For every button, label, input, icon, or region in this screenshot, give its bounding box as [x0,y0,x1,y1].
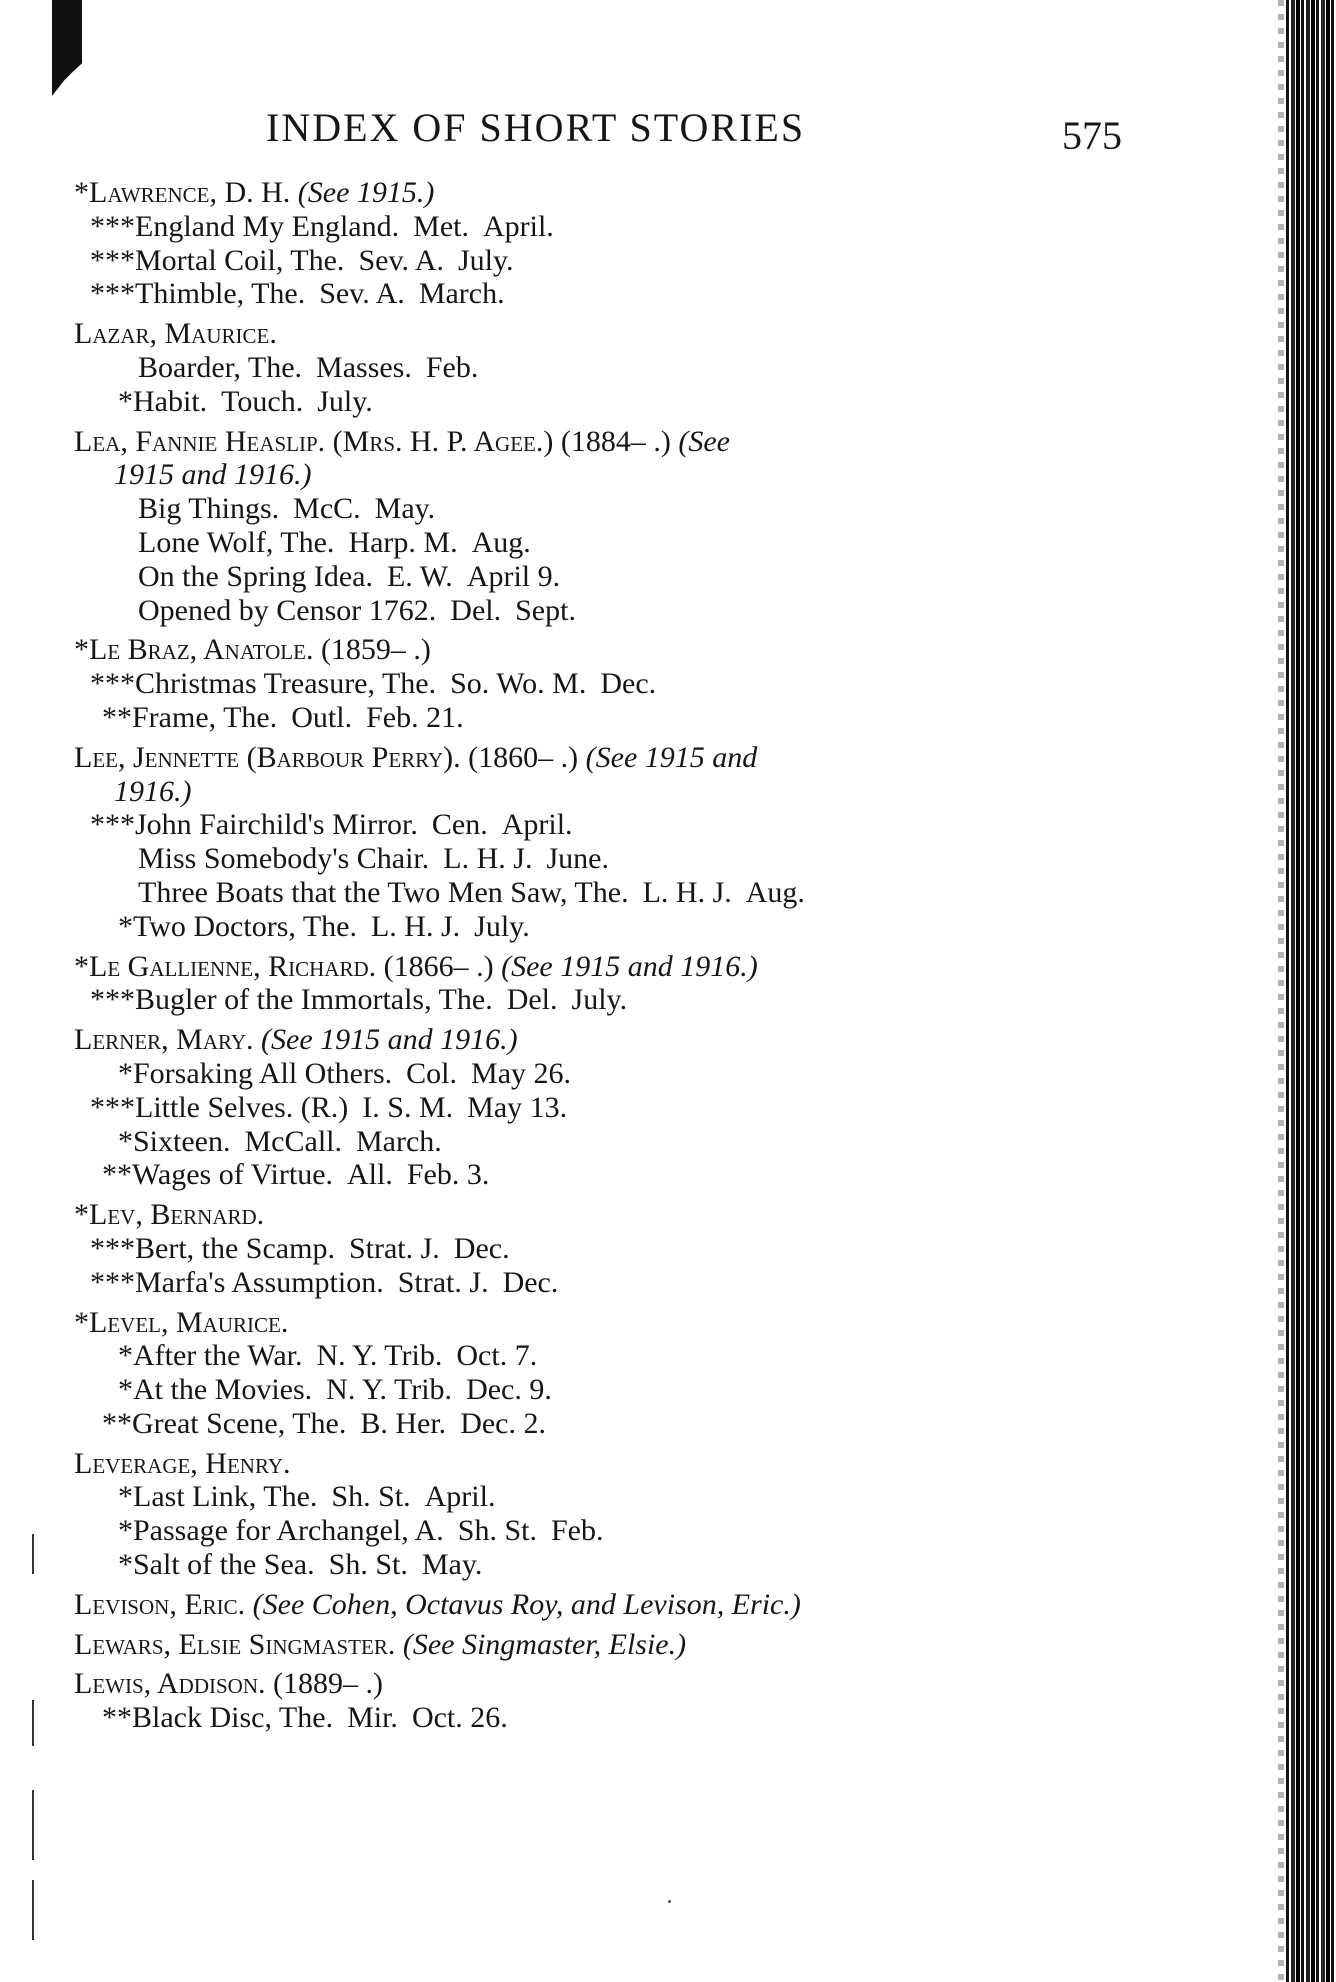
story-entry [74,808,1134,842]
magazine-abbrev: Cen. [431,808,488,842]
star-rating: *** [90,277,135,311]
story-entry [74,1701,1134,1735]
entry-author-line [74,633,1134,667]
issue-date: Aug. [471,525,531,559]
magazine-abbrev: McC. [293,492,361,526]
magazine-abbrev: Col. [406,1056,458,1090]
issue-date: July. [458,243,514,277]
issue-date: Feb. [425,350,479,384]
star-rating: ** [102,1701,132,1735]
story-title: Sixteen. [133,1124,231,1158]
issue-date: March. [418,277,505,311]
star-rating: * [118,909,133,943]
stray-dot [668,1900,671,1903]
story-title: Forsaking All Others. [133,1056,393,1090]
story-title: England My England. [135,209,400,243]
see-also-note-continued: 1915 and 1916.) [114,458,312,492]
index-entry [74,1023,1134,1192]
page-header [0,98,1220,158]
issue-date: Dec. 9. [466,1373,552,1407]
story-entry [74,983,1134,1017]
index-entry [74,176,1134,311]
story-title: Passage for Archangel, A. [133,1514,444,1548]
story-title: Big Things. [138,492,280,526]
magazine-abbrev: I. S. M. [362,1090,454,1124]
margin-mark [32,1534,34,1574]
story-title: Habit. [133,384,208,418]
magazine-abbrev: L. H. J. [443,842,533,876]
magazine-abbrev: Harp. M. [348,525,458,559]
entry-author-line [74,1667,1134,1701]
entry-author-line [74,176,1134,210]
story-title: Black Disc, The. [132,1701,334,1735]
entry-author-line [74,1023,1134,1057]
issue-date: Feb. [550,1514,604,1548]
issue-date: May 13. [467,1090,568,1124]
story-entry [74,594,1134,628]
star-rating: *** [90,983,135,1017]
story-title: Frame, The. [132,700,278,734]
issue-date: Sept. [515,593,576,627]
magazine-abbrev: N. Y. Trib. [316,1339,443,1373]
story-entry [74,1339,1134,1373]
index-entry [74,317,1134,418]
story-entry [74,1514,1134,1548]
story-entry [74,910,1134,944]
magazine-abbrev: Met. [413,209,469,243]
entry-author-line [74,1306,1134,1340]
author-name: Leverage, Henry. [74,1446,291,1480]
star-rating: *** [90,243,135,277]
book-spine-edge [1278,0,1284,1982]
star-rating: ** [102,700,132,734]
issue-date: June. [546,842,609,876]
magazine-abbrev: L. H. J. [370,909,461,943]
story-title: Three Boats that the Two Men Saw, The. [138,875,629,909]
story-entry [74,492,1134,526]
story-entry [74,1266,1134,1300]
star-rating: *** [90,1231,135,1265]
author-name: Lea, Fannie Heaslip. (Mrs. H. P. Agee.) (1884– .) [74,424,671,458]
magazine-abbrev: Del. [506,983,558,1017]
issue-date: April. [501,808,573,842]
entry-author-line [74,317,1134,351]
story-title: Great Scene, The. [132,1406,347,1440]
magazine-abbrev: Sh. St. [457,1514,537,1548]
author-name: Lee, Jennette (Barbour Perry). (1860– .) [74,740,579,774]
issue-date: Dec. [453,1231,510,1265]
issue-date: May 26. [471,1056,572,1090]
see-also-note: (See Singmaster, Elsie.) [402,1627,687,1661]
story-entry [74,1480,1134,1514]
story-title: After the War. [133,1339,303,1373]
story-entry [74,842,1134,876]
story-entry [74,277,1134,311]
magazine-abbrev: E. W. [386,559,453,593]
story-entry [74,1232,1134,1266]
issue-date: May. [421,1548,483,1582]
story-entry [74,351,1134,385]
see-also-note-continued: 1916.) [114,774,192,808]
star-rating: * [118,1373,133,1407]
index-entry [74,950,1134,1018]
story-entry [74,1373,1134,1407]
story-title: Bert, the Scamp. [135,1231,335,1265]
story-entry [74,1125,1134,1159]
story-entry [74,1091,1134,1125]
see-also-note: (See 1915 and 1916.) [501,949,758,983]
star-rating: * [118,384,133,418]
author-name: Levison, Eric. [74,1587,246,1621]
see-also-note: (See [678,424,730,458]
magazine-abbrev: So. Wo. M. [450,667,587,701]
star-rating: *** [90,808,135,842]
story-title: Christmas Treasure, The. [135,667,437,701]
author-name: Lerner, Mary. [74,1023,254,1057]
scan-corner-mark [52,0,82,96]
magazine-abbrev: Sh. St. [331,1480,411,1514]
author-name: *Lawrence, D. H. [74,176,291,209]
issue-date: Feb. 3. [406,1158,490,1192]
magazine-abbrev: Sev. A. [358,243,444,277]
star-rating: ** [102,1406,132,1440]
story-entry [74,1407,1134,1441]
entry-author-line [74,1588,1134,1622]
star-rating: *** [90,1090,135,1124]
issue-date: May. [374,492,436,526]
index-entry [74,1628,1134,1662]
story-entry [74,1158,1134,1192]
star-rating: *** [90,1265,135,1299]
index-list [74,176,1134,1741]
star-rating: *** [90,209,135,243]
star-rating: * [118,1124,133,1158]
magazine-abbrev: McCall. [244,1124,342,1158]
index-entry [74,633,1134,734]
index-entry [74,1588,1134,1622]
see-also-note: (See 1915 and [585,740,758,774]
magazine-abbrev: Mir. [347,1701,398,1735]
magazine-abbrev: Touch. [221,384,304,418]
story-title: Boarder, The. [138,350,303,384]
story-entry [74,210,1134,244]
star-rating: * [118,1548,133,1582]
book-spine [1286,0,1336,1982]
story-title: Opened by Censor 1762. [138,593,437,627]
issue-date: Dec. [600,667,657,701]
issue-date: July. [571,983,628,1017]
issue-date: Dec. 2. [460,1406,546,1440]
issue-date: July. [474,909,530,943]
magazine-abbrev: Del. [450,593,502,627]
magazine-abbrev: Sev. A. [319,277,405,311]
issue-date: July. [317,384,373,418]
magazine-abbrev: Outl. [291,700,353,734]
issue-date: Oct. 26. [411,1701,508,1735]
story-title: Bugler of the Immortals, The. [135,983,493,1017]
entry-author-line [74,1447,1134,1481]
issue-date: Aug. [745,875,805,909]
magazine-abbrev: Sh. St. [328,1548,408,1582]
issue-date: Feb. 21. [366,700,464,734]
magazine-abbrev: L. H. J. [642,875,732,909]
story-entry [74,701,1134,735]
see-also-note: (See 1915 and 1916.) [261,1023,518,1057]
author-name: *Le Gallienne, Richard. (1866– .) [74,949,494,983]
index-entry [74,1667,1134,1735]
index-entry [74,425,1134,628]
magazine-abbrev: Masses. [316,350,412,384]
issue-date: April. [482,209,554,243]
page-title: INDEX OF SHORT STORIES [266,105,806,150]
issue-date: April. [424,1480,496,1514]
story-title: Wages of Virtue. [132,1158,334,1192]
index-entry [74,1306,1134,1441]
story-title: Mortal Coil, The. [135,243,345,277]
story-title: Two Doctors, The. [133,909,357,943]
story-title: Marfa's Assumption. [135,1265,384,1299]
story-entry [74,526,1134,560]
story-entry [74,385,1134,419]
star-rating: * [118,1480,133,1514]
story-entry [74,667,1134,701]
magazine-abbrev: N. Y. Trib. [326,1373,453,1407]
entry-author-line [74,741,1134,775]
story-title: Miss Somebody's Chair. [138,842,430,876]
magazine-abbrev: All. [347,1158,393,1192]
story-title: Lone Wolf, The. [138,525,335,559]
story-title: Thimble, The. [135,277,306,311]
story-title: On the Spring Idea. [138,559,373,593]
magazine-abbrev: B. Her. [360,1406,447,1440]
star-rating: * [118,1514,133,1548]
magazine-abbrev: Strat. J. [348,1231,440,1265]
issue-date: Oct. 7. [456,1339,538,1373]
entry-author-line [74,1628,1134,1662]
story-entry [74,876,1134,910]
margin-mark [32,1880,34,1940]
page-number: 575 [1062,113,1122,158]
story-title: John Fairchild's Mirror. [135,808,418,842]
index-entry [74,1447,1134,1582]
story-entry [74,1057,1134,1091]
index-entry [74,1198,1134,1299]
index-entry [74,741,1134,944]
star-rating: * [118,1339,133,1373]
story-entry [74,560,1134,594]
author-name: Lewars, Elsie Singmaster. [74,1627,396,1661]
entry-author-line [74,1198,1134,1232]
story-entry [74,1548,1134,1582]
star-rating: * [118,1056,133,1090]
story-title: Last Link, The. [133,1480,318,1514]
entry-author-line [74,425,1134,459]
see-also-note: (See Cohen, Octavus Roy, and Levison, Eric.) [252,1587,801,1621]
author-name: *Le Braz, Anatole. (1859– .) [74,633,431,667]
author-name: Lazar, Maurice. [74,317,277,351]
magazine-abbrev: Strat. J. [397,1265,489,1299]
margin-mark [32,1700,34,1746]
story-entry [74,244,1134,278]
margin-mark [32,1790,34,1860]
author-name: Lewis, Addison. (1889– .) [74,1667,383,1701]
author-name: *Level, Maurice. [74,1305,289,1339]
issue-date: Dec. [502,1265,559,1299]
issue-date: April 9. [466,559,561,593]
issue-date: March. [356,1124,442,1158]
entry-author-line [74,950,1134,984]
story-title: Salt of the Sea. [133,1548,315,1582]
story-title: Little Selves. (R.) [135,1090,349,1124]
see-also-note: (See 1915.) [297,176,435,209]
story-title: At the Movies. [133,1373,313,1407]
star-rating: *** [90,667,135,701]
author-name: *Lev, Bernard. [74,1198,265,1232]
star-rating: ** [102,1158,132,1192]
